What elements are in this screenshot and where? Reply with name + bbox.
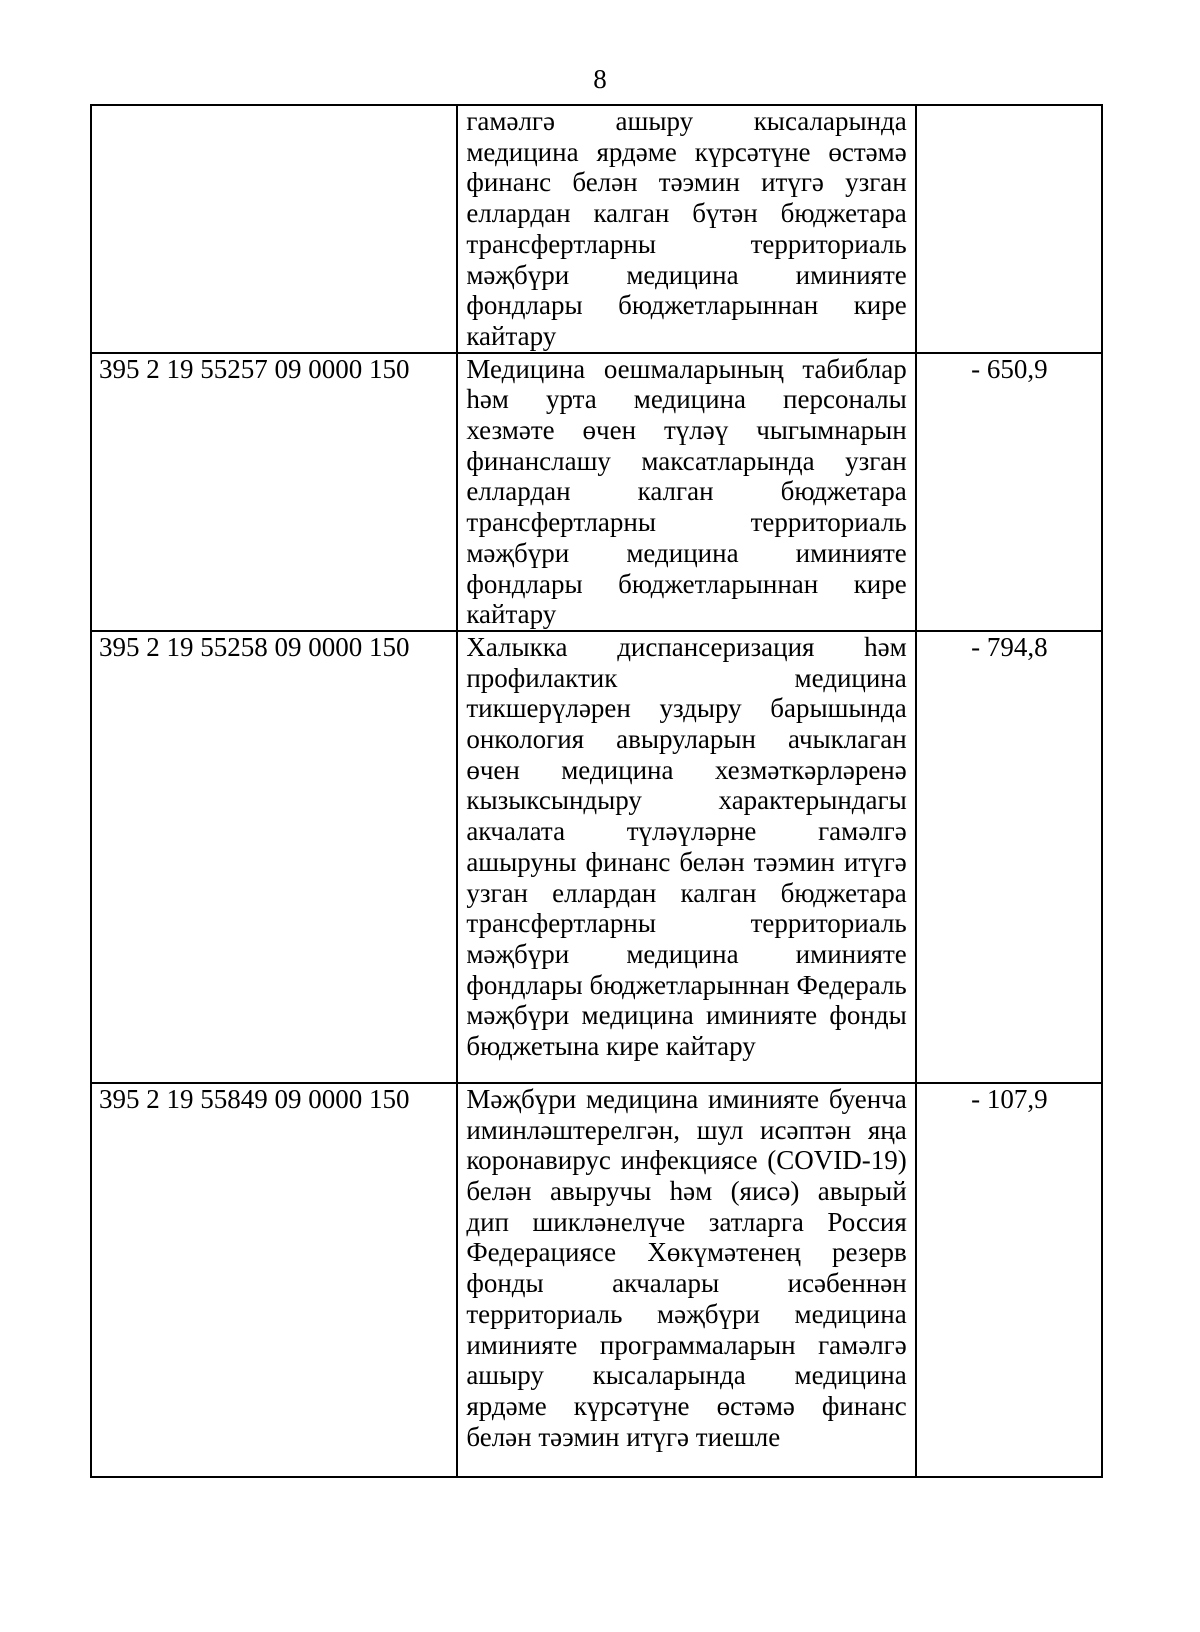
description-cell: гамәлгә ашыру кысаларында медицина ярдәме күрсәтүне өстәмә финанс белән тәэмин итүгә узган еллардан калган бүтән бюджетара трансфертларны территориаль мәҗбүри медицина иминияте фондлары бюджетларыннан кире кайтару [457, 105, 915, 353]
table-row [91, 631, 1102, 1083]
table-row [91, 105, 1102, 353]
table-row [91, 1083, 1102, 1477]
page-number: 8 [593, 64, 607, 94]
budget-code-cell: 395 2 19 55849 09 0000 150 [91, 1083, 457, 1477]
amount-cell: - 650,9 [916, 353, 1102, 631]
budget-table [90, 104, 1103, 1478]
description-cell: Мәҗбүри медицина иминияте буенча иминләштерелгән, шул исәптән яңа коронавирус инфекциясе (COVID-19) белән авыручы һәм (яисә) авырый дип шикләнелүче затларга Россия Федерациясе Хөкүмәтенең резерв фонды акчалары исәбеннән территориаль мәҗбүри медицина иминияте программаларын гамәлгә ашыру кысаларында медицина ярдәме күрсәтүне өстәмә финанс белән тәэмин итүгә тиешле [457, 1083, 915, 1477]
budget-code-cell: 395 2 19 55257 09 0000 150 [91, 353, 457, 631]
budget-code-cell [91, 105, 457, 353]
table-row [91, 353, 1102, 631]
budget-code-cell: 395 2 19 55258 09 0000 150 [91, 631, 457, 1083]
amount-cell: - 794,8 [916, 631, 1102, 1083]
amount-cell: - 107,9 [916, 1083, 1102, 1477]
amount-cell [916, 105, 1102, 353]
description-cell: Халыкка диспансеризация һәм профилактик медицина тикшерүләрен уздыру барышында онкология авыруларын ачыклаган өчен медицина хезмәткәрләренә кызыксындыру характерындагы акчалата түләүләрне гамәлгә ашыруны финанс белән тәэмин итүгә узган еллардан калган бюджетара трансфертларны территориаль мәҗбүри медицина иминияте фондлары бюджетларыннан Федераль мәҗбүри медицина иминияте фонды бюджетына кире кайтару [457, 631, 915, 1083]
description-cell: Медицина оешмаларының табиблар һәм урта медицина персоналы хезмәте өчен түләү чыгымнарын финанслашу максатларында узган еллардан калган бюджетара трансфертларны территориаль мәҗбүри медицина иминияте фондлары бюджетларыннан кире кайтару [457, 353, 915, 631]
